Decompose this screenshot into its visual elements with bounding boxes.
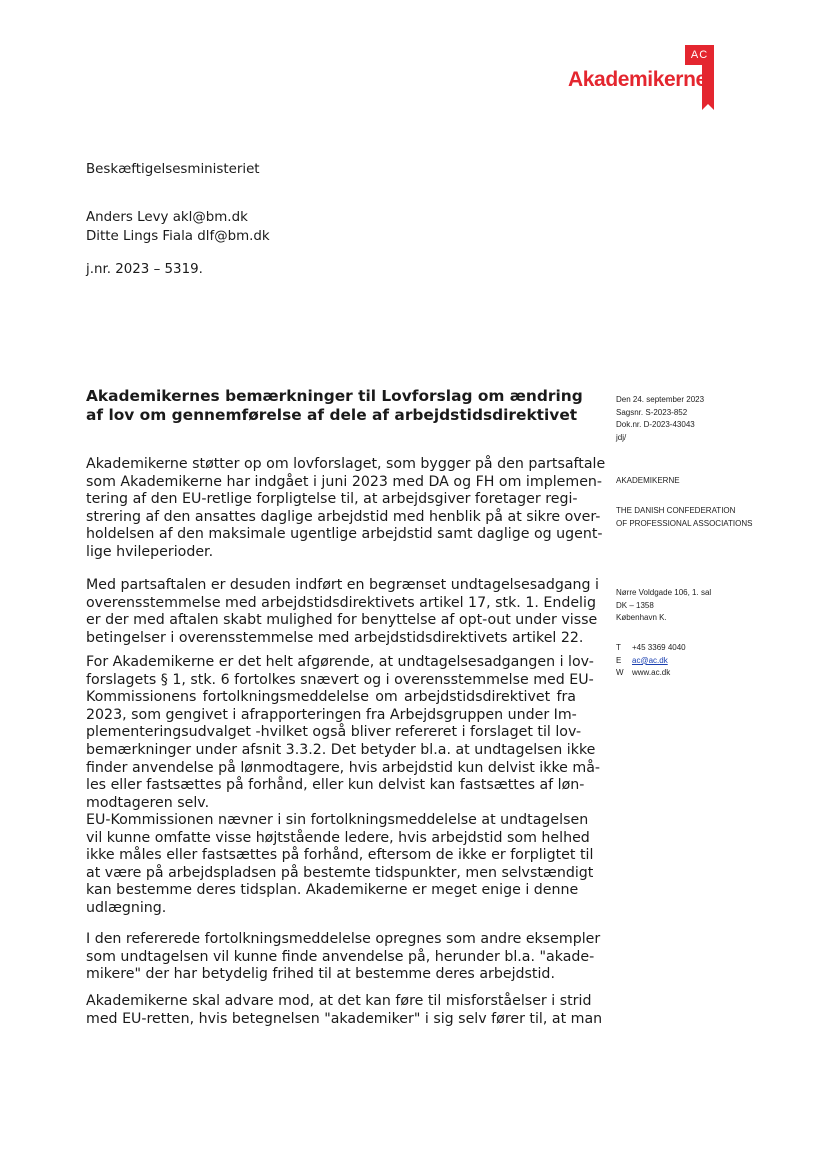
meta-date: Den 24. september 2023 xyxy=(616,395,705,404)
org-name: AKADEMIKERNE xyxy=(616,476,680,485)
contact-info xyxy=(616,642,686,680)
logo-badge: AC xyxy=(685,45,714,65)
address-postcode: DK – 1358 xyxy=(616,600,654,610)
email-link[interactable]: ac@ac.dk xyxy=(632,655,668,665)
paragraph-line: er der med aftalen skabt mulighed for benyttelse af opt-out under visse xyxy=(86,612,598,629)
title-line: af lov om gennemførelse af dele af arbejdstidsdirektivet xyxy=(86,406,578,424)
paragraph-line: Med partsaftalen er desuden indført en begrænset undtagelsesadgang i xyxy=(86,577,599,593)
paragraph-line: forslagets § 1, stk. 6 fortolkes snævert og i overensstemmelse med EU- xyxy=(86,671,594,688)
address-street: Nørre Voldgade 106, 1. sal xyxy=(616,588,712,597)
paragraph-line: I den refererede fortolkningsmeddelelse opregnes som andre eksempler xyxy=(86,931,601,947)
meta-initials: jdj/ xyxy=(616,432,627,442)
paragraph-line: ikke måles eller fastsættes på forhånd, eftersom de ikke er forpligtet til xyxy=(86,847,594,864)
org-full-line: OF PROFESSIONAL ASSOCIATIONS xyxy=(616,518,753,528)
document-title xyxy=(86,387,581,425)
paragraph-line: For Akademikerne er det helt afgørende, at undtagelsesadgangen i lov- xyxy=(86,654,594,670)
paragraph-line: Kommissionens fortolkningsmeddelelse om arbejdstidsdirektivet fra xyxy=(86,689,576,706)
meta-document-number: Dok.nr. D-2023-43043 xyxy=(616,420,695,430)
recipient-contact: Anders Levy akl@bm.dk xyxy=(86,210,248,225)
paragraph-line: vil kunne omfatte visse højtstående ledere, hvis arbejdstid som helhed xyxy=(86,829,590,846)
email-label: E xyxy=(616,655,622,665)
org-full-name xyxy=(616,505,752,530)
akademikerne-logo xyxy=(566,45,751,111)
body-paragraph xyxy=(86,456,606,562)
paragraph-line: modtageren selv. xyxy=(86,794,210,811)
phone-number: +45 3369 4040 xyxy=(632,643,686,652)
contact-web xyxy=(616,667,686,680)
web-label: W xyxy=(616,668,624,678)
paragraph-line: som undtagelsen vil kunne finde anvendelse på, herunder bl.a. "akade- xyxy=(86,948,595,965)
contact-phone xyxy=(616,642,686,655)
paragraph-line: med EU-retten, hvis betegnelsen "akademiker" i sig selv fører til, at man xyxy=(86,1010,603,1027)
document-meta xyxy=(616,394,704,444)
contact-email xyxy=(616,655,686,668)
paragraph-line: Akademikerne skal advare mod, at det kan føre til misforståelser i strid xyxy=(86,993,592,1009)
paragraph-line: overensstemmelse med arbejdstidsdirektivets artikel 17, stk. 1. Endelig xyxy=(86,594,596,611)
title-line: Akademikernes bemærkninger til Lovforslag om ændring xyxy=(86,387,583,405)
paragraph-line: les eller fastsættes på forhånd, eller kun delvist kan fastsættes af løn- xyxy=(86,777,585,794)
body-paragraph xyxy=(86,654,601,812)
paragraph-line: 2023, som gengivet i afrapporteringen fra Arbejdsgruppen under Im- xyxy=(86,706,577,723)
phone-label: T xyxy=(616,643,621,652)
org-full-line: THE DANISH CONFEDERATION xyxy=(616,506,736,515)
paragraph-line: som Akademikerne har indgået i juni 2023 med DA og FH om implemen- xyxy=(86,473,603,490)
paragraph-line: tering af den EU-retlige forpligtelse til, at arbejdsgiver foretager regi- xyxy=(86,491,578,508)
body-paragraph xyxy=(86,993,603,1028)
body-paragraph xyxy=(86,812,594,918)
recipient-ministry: Beskæftigelsesministeriet xyxy=(86,162,260,177)
paragraph-line: bemærkninger under afsnit 3.3.2. Det betyder bl.a. at undtagelsen ikke xyxy=(86,741,596,758)
paragraph-line: lige hvileperioder. xyxy=(86,543,214,560)
paragraph-line: udlægning. xyxy=(86,899,167,916)
web-address[interactable]: www.ac.dk xyxy=(632,668,671,678)
paragraph-line: Akademikerne støtter op om lovforslaget, som bygger på den partsaftale xyxy=(86,456,606,472)
paragraph-line: kan bestemme deres tidsplan. Akademikerne er meget enige i denne xyxy=(86,882,579,899)
postal-address xyxy=(616,587,711,625)
paragraph-line: at være på arbejdspladsen på bestemte tidspunkter, men selvstændigt xyxy=(86,864,594,881)
body-paragraph xyxy=(86,577,599,647)
logo-wordmark: Akademikerne xyxy=(568,68,707,91)
paragraph-line: EU-Kommissionen nævner i sin fortolkningsmeddelelse at undtagelsen xyxy=(86,812,589,828)
recipient-contact: Ditte Lings Fiala dlf@bm.dk xyxy=(86,229,270,244)
paragraph-line: plementeringsudvalget -hvilket også bliver refereret i forslaget til lov- xyxy=(86,724,582,741)
body-paragraph xyxy=(86,931,601,984)
journal-number: j.nr. 2023 – 5319. xyxy=(86,262,203,277)
paragraph-line: betingelser i overensstemmelse med arbejdstidsdirektivets artikel 22. xyxy=(86,629,584,646)
paragraph-line: strering af den ansattes daglige arbejdstid med henblik på at sikre over- xyxy=(86,508,601,525)
paragraph-line: finder anvendelse på lønmodtagere, hvis arbejdstid kun delvist ikke må- xyxy=(86,759,601,776)
meta-case-number: Sagsnr. S-2023-852 xyxy=(616,407,688,417)
paragraph-line: holdelsen af den maksimale ugentlige arbejdstid samt daglige og ugent- xyxy=(86,526,603,543)
address-city: København K. xyxy=(616,613,667,623)
paragraph-line: mikere" der har betydelig frihed til at bestemme deres arbejdstid. xyxy=(86,966,555,983)
